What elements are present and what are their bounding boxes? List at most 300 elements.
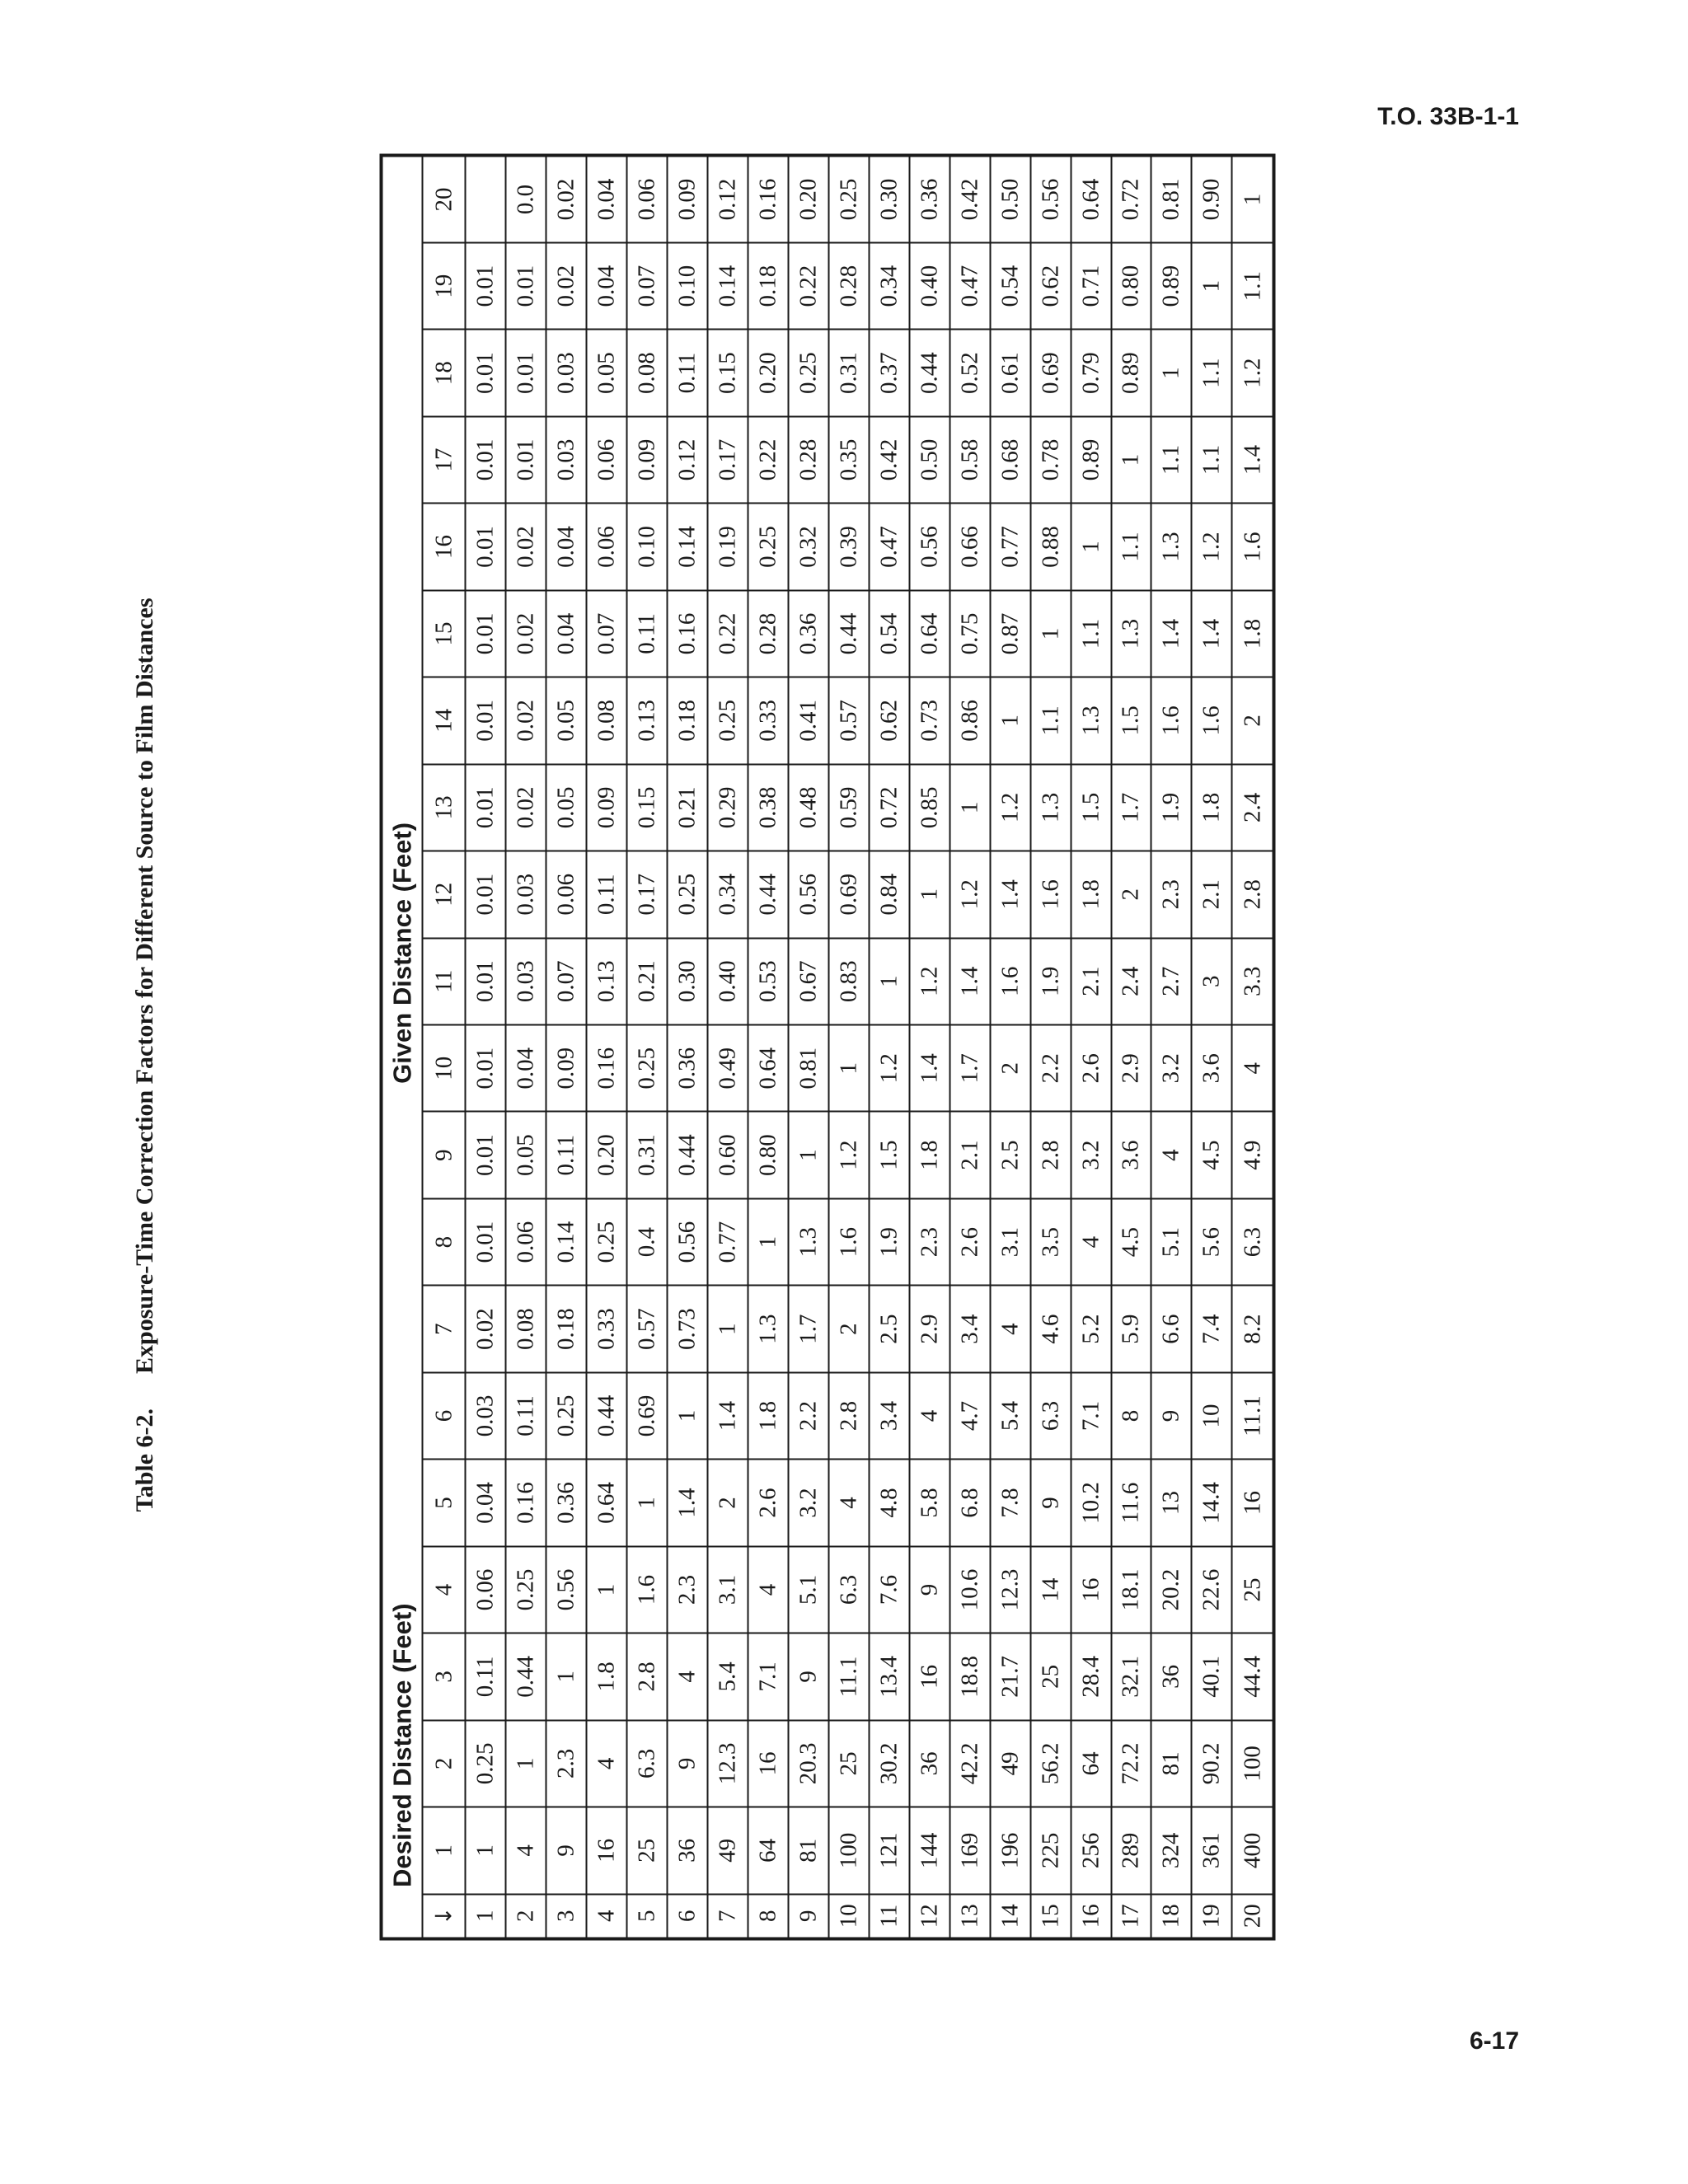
table-cell: 0.58 bbox=[950, 416, 990, 503]
table-cell: 0.69 bbox=[828, 851, 869, 937]
table-cell: 25 bbox=[1232, 1546, 1274, 1633]
table-cell: 0.44 bbox=[586, 1372, 626, 1459]
column-header: 9 bbox=[423, 1111, 466, 1197]
row-header: 6 bbox=[667, 1894, 707, 1938]
table-cell: 144 bbox=[909, 1807, 950, 1893]
table-cell: 28.4 bbox=[1071, 1633, 1111, 1719]
table-cell: 0.54 bbox=[869, 590, 909, 677]
table-cell: 2.8 bbox=[1030, 1111, 1071, 1197]
table-cell: 0.37 bbox=[869, 329, 909, 415]
table-cell: 2.1 bbox=[1071, 938, 1111, 1024]
table-cell: 0.18 bbox=[748, 242, 788, 329]
table-cell: 0.03 bbox=[466, 1372, 506, 1459]
row-header: 9 bbox=[788, 1894, 828, 1938]
row-header: 2 bbox=[505, 1894, 546, 1938]
table-cell: 16 bbox=[1071, 1546, 1111, 1633]
table-cell: 0.25 bbox=[626, 1024, 667, 1111]
table-cell: 0.50 bbox=[909, 416, 950, 503]
table-cell bbox=[466, 155, 506, 242]
table-cell: 0.28 bbox=[828, 242, 869, 329]
table-cell: 0.57 bbox=[626, 1285, 667, 1371]
table-cell: 1 bbox=[626, 1459, 667, 1545]
table-cell: 1 bbox=[1192, 242, 1232, 329]
column-header: 2 bbox=[423, 1720, 466, 1807]
table-cell: 0.36 bbox=[788, 590, 828, 677]
table-cell: 0.06 bbox=[586, 416, 626, 503]
table-cell: 1.6 bbox=[990, 938, 1030, 1024]
table-cell: 0.33 bbox=[748, 677, 788, 763]
table-cell: 0.01 bbox=[466, 503, 506, 589]
table-cell: 0.15 bbox=[707, 329, 748, 415]
table-cell: 0.03 bbox=[546, 416, 586, 503]
table-cell: 0.84 bbox=[869, 851, 909, 937]
table-cell: 0.09 bbox=[626, 416, 667, 503]
table-cell: 0.4 bbox=[626, 1198, 667, 1285]
table-caption-label: Table 6-2. bbox=[131, 1408, 158, 1512]
table-cell: 2.2 bbox=[1030, 1024, 1071, 1111]
table-cell: 18.1 bbox=[1111, 1546, 1151, 1633]
table-body bbox=[466, 155, 1274, 1938]
table-cell: 36 bbox=[667, 1807, 707, 1893]
table-cell: 1.8 bbox=[586, 1633, 626, 1719]
column-header: 12 bbox=[423, 851, 466, 937]
table-cell: 0.77 bbox=[990, 503, 1030, 589]
table-row bbox=[586, 155, 626, 1938]
table-cell: 0.08 bbox=[626, 329, 667, 415]
table-cell: 3.5 bbox=[1030, 1198, 1071, 1285]
table-cell: 2 bbox=[1111, 851, 1151, 937]
column-header-row bbox=[423, 155, 466, 1938]
table-cell: 0.36 bbox=[546, 1459, 586, 1545]
table-cell: 0.44 bbox=[748, 851, 788, 937]
table-cell: 1.5 bbox=[1071, 764, 1111, 851]
column-header: 1 bbox=[423, 1807, 466, 1893]
table-cell: 64 bbox=[748, 1807, 788, 1893]
table-cell: 14 bbox=[1030, 1546, 1071, 1633]
table-cell: 0.44 bbox=[909, 329, 950, 415]
table-cell: 0.16 bbox=[667, 590, 707, 677]
table-cell: 4.9 bbox=[1232, 1111, 1274, 1197]
table-row bbox=[505, 155, 546, 1938]
table-cell: 0.72 bbox=[1111, 155, 1151, 242]
table-cell: 0.64 bbox=[748, 1024, 788, 1111]
table-row bbox=[828, 155, 869, 1938]
table-cell: 4 bbox=[990, 1285, 1030, 1371]
table-row bbox=[707, 155, 748, 1938]
table-cell: 0.01 bbox=[466, 416, 506, 503]
table-cell: 0.56 bbox=[667, 1198, 707, 1285]
table-cell: 1.4 bbox=[1151, 590, 1192, 677]
table-cell: 10 bbox=[1192, 1372, 1232, 1459]
table-cell: 0.01 bbox=[466, 1198, 506, 1285]
row-header: 1 bbox=[466, 1894, 506, 1938]
table-cell: 1.8 bbox=[1232, 590, 1274, 677]
table-cell: 2.6 bbox=[748, 1459, 788, 1545]
table-cell: 49 bbox=[990, 1720, 1030, 1807]
table-cell: 2.8 bbox=[626, 1633, 667, 1719]
table-cell: 1.1 bbox=[1071, 590, 1111, 677]
table-cell: 0.67 bbox=[788, 938, 828, 1024]
table-cell: 3 bbox=[1192, 938, 1232, 1024]
table-cell: 0.25 bbox=[788, 329, 828, 415]
table-cell: 0.14 bbox=[707, 242, 748, 329]
table-cell: 0.21 bbox=[667, 764, 707, 851]
table-cell: 1.3 bbox=[1151, 503, 1192, 589]
table-row bbox=[1111, 155, 1151, 1938]
table-cell: 0.05 bbox=[546, 677, 586, 763]
table-cell: 0.11 bbox=[546, 1111, 586, 1197]
table-cell: 1.2 bbox=[909, 938, 950, 1024]
table-cell: 9 bbox=[1030, 1459, 1071, 1545]
table-cell: 4 bbox=[1071, 1198, 1111, 1285]
table-cell: 0.01 bbox=[505, 416, 546, 503]
table-cell: 1.8 bbox=[1071, 851, 1111, 937]
table-cell: 0.17 bbox=[626, 851, 667, 937]
table-cell: 0.19 bbox=[707, 503, 748, 589]
table-cell: 0.71 bbox=[1071, 242, 1111, 329]
table-cell: 0.07 bbox=[626, 242, 667, 329]
table-cell: 16 bbox=[586, 1807, 626, 1893]
table-row bbox=[1030, 155, 1071, 1938]
table-row bbox=[626, 155, 667, 1938]
table-cell: 1.6 bbox=[1232, 503, 1274, 589]
table-cell: 1.7 bbox=[950, 1024, 990, 1111]
table-cell: 0.18 bbox=[546, 1285, 586, 1371]
table-cell: 3.2 bbox=[1151, 1024, 1192, 1111]
table-cell: 0.09 bbox=[546, 1024, 586, 1111]
table-cell: 4 bbox=[1232, 1024, 1274, 1111]
table-cell: 40.1 bbox=[1192, 1633, 1232, 1719]
table-cell: 2.4 bbox=[1111, 938, 1151, 1024]
row-header: 8 bbox=[748, 1894, 788, 1938]
table-cell: 0.56 bbox=[1030, 155, 1071, 242]
table-cell: 7.8 bbox=[990, 1459, 1030, 1545]
table-cell: 18.8 bbox=[950, 1633, 990, 1719]
column-header: 19 bbox=[423, 242, 466, 329]
table-cell: 0.18 bbox=[667, 677, 707, 763]
table-cell: 0.73 bbox=[667, 1285, 707, 1371]
table-cell: 1.1 bbox=[1030, 677, 1071, 763]
table-cell: 0.56 bbox=[909, 503, 950, 589]
table-cell: 2.3 bbox=[909, 1198, 950, 1285]
table-cell: 0.40 bbox=[909, 242, 950, 329]
table-cell: 0.42 bbox=[950, 155, 990, 242]
table-cell: 0.0 bbox=[505, 155, 546, 242]
column-header: 18 bbox=[423, 329, 466, 415]
table-cell: 0.73 bbox=[909, 677, 950, 763]
table-cell: 4.5 bbox=[1111, 1198, 1151, 1285]
row-header: 11 bbox=[869, 1894, 909, 1938]
table-cell: 2.6 bbox=[1071, 1024, 1111, 1111]
table-cell: 0.05 bbox=[546, 764, 586, 851]
table-cell: 1 bbox=[707, 1285, 748, 1371]
table-cell: 2.4 bbox=[1232, 764, 1274, 851]
desired-distance-header: Desired Distance (Feet) bbox=[382, 1111, 423, 1893]
table-cell: 0.28 bbox=[788, 416, 828, 503]
table-cell: 3.1 bbox=[707, 1546, 748, 1633]
table-cell: 0.79 bbox=[1071, 329, 1111, 415]
table-cell: 0.25 bbox=[707, 677, 748, 763]
table-cell: 0.40 bbox=[707, 938, 748, 1024]
table-cell: 4 bbox=[828, 1459, 869, 1545]
table-cell: 0.60 bbox=[707, 1111, 748, 1197]
table-row bbox=[1232, 155, 1274, 1938]
table-cell: 0.04 bbox=[586, 242, 626, 329]
table-cell: 0.36 bbox=[909, 155, 950, 242]
table-cell: 100 bbox=[828, 1807, 869, 1893]
table-cell: 0.01 bbox=[466, 851, 506, 937]
table-cell: 121 bbox=[869, 1807, 909, 1893]
table-cell: 36 bbox=[1151, 1633, 1192, 1719]
table-cell: 5.8 bbox=[909, 1459, 950, 1545]
table-cell: 42.2 bbox=[950, 1720, 990, 1807]
table-cell: 2.7 bbox=[1151, 938, 1192, 1024]
table-cell: 0.07 bbox=[546, 938, 586, 1024]
column-header: 8 bbox=[423, 1198, 466, 1285]
table-cell: 3.4 bbox=[950, 1285, 990, 1371]
table-row bbox=[869, 155, 909, 1938]
table-cell: 13.4 bbox=[869, 1633, 909, 1719]
table-cell: 0.44 bbox=[667, 1111, 707, 1197]
table-cell: 0.01 bbox=[505, 329, 546, 415]
table-cell: 0.06 bbox=[505, 1198, 546, 1285]
table-cell: 0.25 bbox=[586, 1198, 626, 1285]
table-cell: 0.81 bbox=[1151, 155, 1192, 242]
table-cell: 1.4 bbox=[909, 1024, 950, 1111]
table-cell: 1.6 bbox=[1030, 851, 1071, 937]
table-cell: 6.3 bbox=[1232, 1198, 1274, 1285]
rotated-table-container bbox=[380, 153, 1276, 1940]
table-cell: 1.8 bbox=[748, 1372, 788, 1459]
table-cell: 2.5 bbox=[990, 1111, 1030, 1197]
table-cell: 0.31 bbox=[828, 329, 869, 415]
given-distance-header: Given Distance (Feet) bbox=[382, 155, 423, 1111]
table-cell: 0.09 bbox=[667, 155, 707, 242]
table-cell: 10.6 bbox=[950, 1546, 990, 1633]
table-cell: 0.22 bbox=[707, 590, 748, 677]
table-cell: 1 bbox=[546, 1633, 586, 1719]
table-cell: 1.2 bbox=[1232, 329, 1274, 415]
table-cell: 5.6 bbox=[1192, 1198, 1232, 1285]
table-cell: 4.7 bbox=[950, 1372, 990, 1459]
table-cell: 21.7 bbox=[990, 1633, 1030, 1719]
table-cell: 0.57 bbox=[828, 677, 869, 763]
table-cell: 0.47 bbox=[950, 242, 990, 329]
table-cell: 0.21 bbox=[626, 938, 667, 1024]
table-cell: 1 bbox=[788, 1111, 828, 1197]
table-row bbox=[950, 155, 990, 1938]
table-cell: 1.2 bbox=[950, 851, 990, 937]
table-cell: 0.32 bbox=[788, 503, 828, 589]
table-cell: 0.10 bbox=[667, 242, 707, 329]
table-cell: 0.08 bbox=[505, 1285, 546, 1371]
table-cell: 1 bbox=[1071, 503, 1111, 589]
table-cell: 0.03 bbox=[505, 851, 546, 937]
table-row bbox=[667, 155, 707, 1938]
table-cell: 1 bbox=[466, 1807, 506, 1893]
table-cell: 0.01 bbox=[466, 1024, 506, 1111]
table-cell: 4 bbox=[748, 1546, 788, 1633]
table-row bbox=[909, 155, 950, 1938]
table-cell: 0.78 bbox=[1030, 416, 1071, 503]
row-header: 14 bbox=[990, 1894, 1030, 1938]
column-header: 11 bbox=[423, 938, 466, 1024]
table-cell: 0.29 bbox=[707, 764, 748, 851]
table-cell: 0.52 bbox=[950, 329, 990, 415]
table-cell: 1.1 bbox=[1192, 329, 1232, 415]
table-cell: 11.6 bbox=[1111, 1459, 1151, 1545]
table-cell: 2.1 bbox=[1192, 851, 1232, 937]
table-cell: 0.62 bbox=[869, 677, 909, 763]
page-number: 6-17 bbox=[1469, 2027, 1519, 2055]
table-cell: 4 bbox=[667, 1633, 707, 1719]
table-cell: 1.2 bbox=[990, 764, 1030, 851]
table-cell: 0.89 bbox=[1151, 242, 1192, 329]
table-cell: 0.61 bbox=[990, 329, 1030, 415]
table-cell: 8.2 bbox=[1232, 1285, 1274, 1371]
table-cell: 256 bbox=[1071, 1807, 1111, 1893]
table-cell: 1.3 bbox=[788, 1198, 828, 1285]
table-cell: 1.9 bbox=[1151, 764, 1192, 851]
table-cell: 11.1 bbox=[828, 1633, 869, 1719]
table-cell: 0.34 bbox=[707, 851, 748, 937]
table-cell: 1.2 bbox=[869, 1024, 909, 1111]
table-cell: 0.35 bbox=[828, 416, 869, 503]
table-cell: 1 bbox=[748, 1198, 788, 1285]
table-cell: 2.6 bbox=[950, 1198, 990, 1285]
table-cell: 1.5 bbox=[869, 1111, 909, 1197]
table-cell: 1 bbox=[1111, 416, 1151, 503]
table-cell: 5.9 bbox=[1111, 1285, 1151, 1371]
table-cell: 0.02 bbox=[466, 1285, 506, 1371]
table-cell: 11.1 bbox=[1232, 1372, 1274, 1459]
table-cell: 1.6 bbox=[828, 1198, 869, 1285]
table-cell: 0.10 bbox=[626, 503, 667, 589]
table-cell: 0.81 bbox=[788, 1024, 828, 1111]
table-cell: 0.22 bbox=[788, 242, 828, 329]
table-cell: 0.07 bbox=[586, 590, 626, 677]
table-cell: 6.3 bbox=[828, 1546, 869, 1633]
table-cell: 6.6 bbox=[1151, 1285, 1192, 1371]
table-cell: 3.2 bbox=[788, 1459, 828, 1545]
table-cell: 2 bbox=[1232, 677, 1274, 763]
table-cell: 0.02 bbox=[505, 677, 546, 763]
table-cell: 2.8 bbox=[1232, 851, 1274, 937]
table-cell: 0.80 bbox=[748, 1111, 788, 1197]
table-cell: 0.11 bbox=[505, 1372, 546, 1459]
table-cell: 22.6 bbox=[1192, 1546, 1232, 1633]
table-cell: 32.1 bbox=[1111, 1633, 1151, 1719]
table-caption-title: Exposure-Time Correction Factors for Different Source to Film Distances bbox=[131, 598, 158, 1374]
table-cell: 1 bbox=[505, 1720, 546, 1807]
table-cell: 1.4 bbox=[707, 1372, 748, 1459]
column-header: 17 bbox=[423, 416, 466, 503]
table-cell: 225 bbox=[1030, 1807, 1071, 1893]
row-header: 10 bbox=[828, 1894, 869, 1938]
table-cell: 4 bbox=[505, 1807, 546, 1893]
table-cell: 0.25 bbox=[748, 503, 788, 589]
table-cell: 1 bbox=[869, 938, 909, 1024]
table-cell: 12.3 bbox=[707, 1720, 748, 1807]
table-cell: 0.20 bbox=[788, 155, 828, 242]
row-header: 3 bbox=[546, 1894, 586, 1938]
table-cell: 13 bbox=[1151, 1459, 1192, 1545]
table-cell: 81 bbox=[788, 1807, 828, 1893]
table-cell: 16 bbox=[1232, 1459, 1274, 1545]
table-cell: 0.13 bbox=[586, 938, 626, 1024]
table-cell: 7.4 bbox=[1192, 1285, 1232, 1371]
row-header: 15 bbox=[1030, 1894, 1071, 1938]
table-cell: 4.5 bbox=[1192, 1111, 1232, 1197]
table-cell: 0.22 bbox=[748, 416, 788, 503]
table-cell: 0.59 bbox=[828, 764, 869, 851]
table-cell: 4.8 bbox=[869, 1459, 909, 1545]
column-header: 16 bbox=[423, 503, 466, 589]
table-row bbox=[1151, 155, 1192, 1938]
table-row bbox=[748, 155, 788, 1938]
table-cell: 0.64 bbox=[909, 590, 950, 677]
table-cell: 4 bbox=[909, 1372, 950, 1459]
column-header: 3 bbox=[423, 1633, 466, 1719]
column-header: 6 bbox=[423, 1372, 466, 1459]
table-cell: 0.77 bbox=[707, 1198, 748, 1285]
table-cell: 0.25 bbox=[546, 1372, 586, 1459]
row-header: 7 bbox=[707, 1894, 748, 1938]
table-cell: 0.01 bbox=[466, 590, 506, 677]
table-cell: 0.69 bbox=[1030, 329, 1071, 415]
table-cell: 1 bbox=[990, 677, 1030, 763]
table-cell: 0.15 bbox=[626, 764, 667, 851]
table-cell: 9 bbox=[546, 1807, 586, 1893]
table-cell: 0.90 bbox=[1192, 155, 1232, 242]
table-cell: 9 bbox=[1151, 1372, 1192, 1459]
table-cell: 5.4 bbox=[990, 1372, 1030, 1459]
table-cell: 1 bbox=[1151, 329, 1192, 415]
table-cell: 1.9 bbox=[1030, 938, 1071, 1024]
row-header: 19 bbox=[1192, 1894, 1232, 1938]
table-cell: 0.16 bbox=[586, 1024, 626, 1111]
table-cell: 1 bbox=[1232, 155, 1274, 242]
table-cell: 3.4 bbox=[869, 1372, 909, 1459]
table-cell: 1 bbox=[667, 1372, 707, 1459]
column-header: 20 bbox=[423, 155, 466, 242]
table-cell: 0.06 bbox=[466, 1546, 506, 1633]
table-cell: 1.9 bbox=[869, 1198, 909, 1285]
table-cell: 2.3 bbox=[1151, 851, 1192, 937]
table-cell: 0.11 bbox=[667, 329, 707, 415]
table-cell: 25 bbox=[626, 1807, 667, 1893]
table-cell: 0.30 bbox=[667, 938, 707, 1024]
table-cell: 0.68 bbox=[990, 416, 1030, 503]
table-cell: 0.04 bbox=[466, 1459, 506, 1545]
table-cell: 2.8 bbox=[828, 1372, 869, 1459]
table-cell: 1.4 bbox=[990, 851, 1030, 937]
table-cell: 324 bbox=[1151, 1807, 1192, 1893]
table-cell: 0.06 bbox=[626, 155, 667, 242]
table-cell: 20.2 bbox=[1151, 1546, 1192, 1633]
table-cell: 1.1 bbox=[1111, 503, 1151, 589]
table-cell: 0.14 bbox=[546, 1198, 586, 1285]
table-cell: 0.33 bbox=[586, 1285, 626, 1371]
table-cell: 1.6 bbox=[626, 1546, 667, 1633]
table-cell: 0.16 bbox=[505, 1459, 546, 1545]
table-cell: 0.28 bbox=[748, 590, 788, 677]
table-cell: 1.6 bbox=[1192, 677, 1232, 763]
row-header: 13 bbox=[950, 1894, 990, 1938]
table-cell: 289 bbox=[1111, 1807, 1151, 1893]
table-cell: 0.34 bbox=[869, 242, 909, 329]
table-cell: 169 bbox=[950, 1807, 990, 1893]
